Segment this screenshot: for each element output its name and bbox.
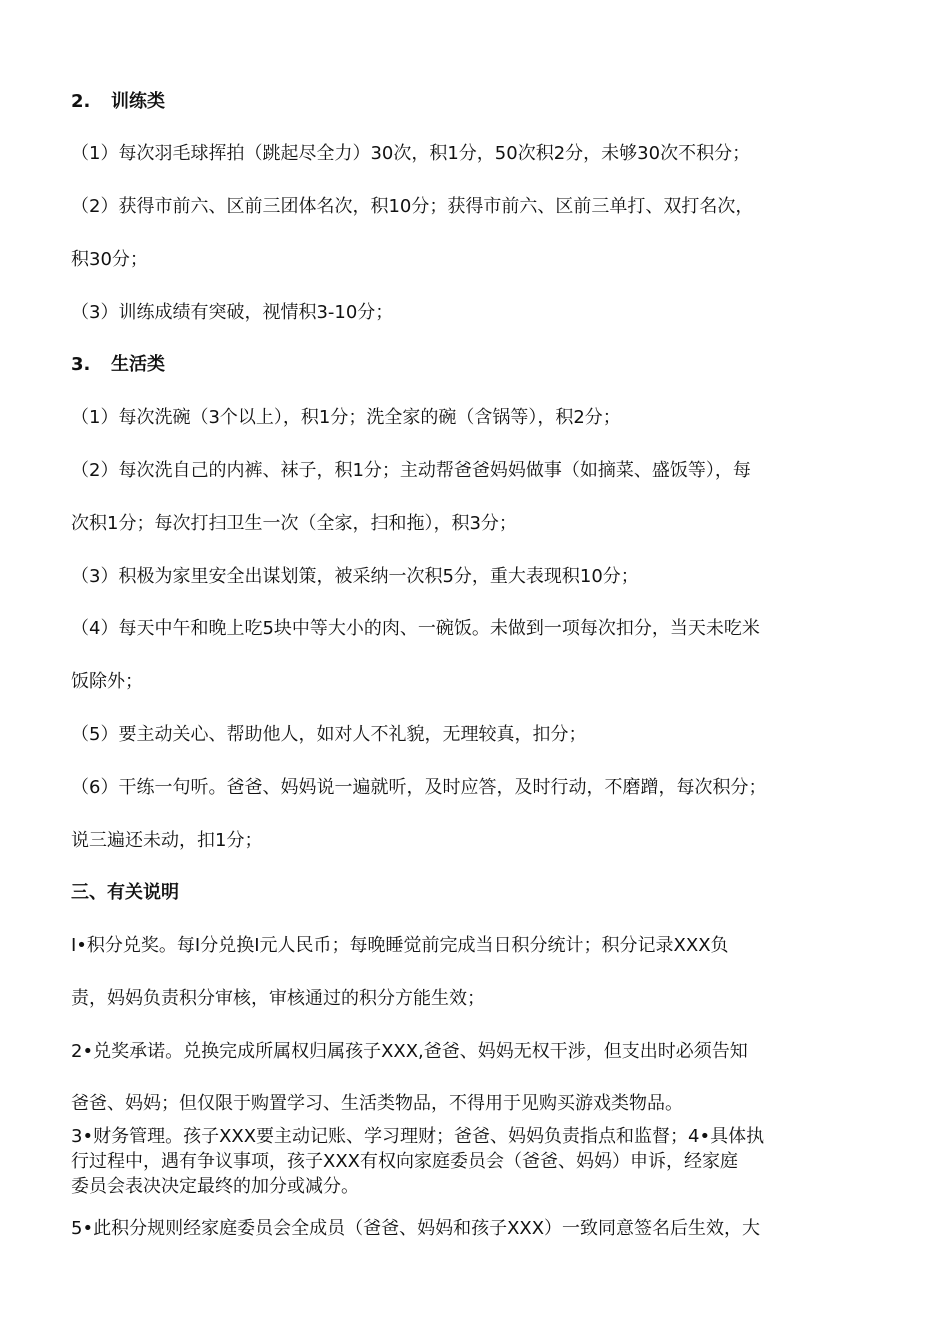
section-title: 三、有关说明 (71, 882, 179, 903)
paragraph-line: （1）每次洗碗（3个以上），积1分；洗全家的碗（含锅等），积2分； (71, 407, 621, 428)
paragraph-line: 饭除外； (71, 671, 143, 692)
section-heading-life (71, 354, 165, 376)
paragraph-line: 次积1分；每次打扫卫生一次（全家，扫和拖），积3分； (71, 513, 517, 534)
section-title: 训练类 (111, 91, 165, 112)
paragraph-line: （2）每次洗自己的内裤、袜子，积1分；主动帮爸爸妈妈做事（如摘菜、盛饭等），每 (71, 460, 751, 481)
paragraph-line: （3）训练成绩有突破，视情积3-10分； (71, 302, 394, 323)
paragraph-line: （2）获得市前六、区前三团体名次，积10分；获得市前六、区前三单打、双打名次， (71, 196, 754, 217)
paragraph-line: 5•此积分规则经家庭委员会全成员（爸爸、妈妈和孩子XXX）一致同意签名后生效，大 (71, 1218, 761, 1239)
paragraph-line: 责，妈妈负责积分审核，审核通过的积分方能生效； (71, 988, 485, 1009)
paragraph-line: 委员会表决决定最终的加分或减分。 (71, 1176, 359, 1197)
paragraph-line: 说三遍还未动，扣1分； (71, 830, 263, 851)
section-heading-notes (71, 882, 179, 904)
paragraph-line: （3）积极为家里安全出谋划策，被采纳一次积5分，重大表现积10分； (71, 566, 639, 587)
paragraph-line: （4）每天中午和晚上吃5块中等大小的肉、一碗饭。未做到一项每次扣分，当天未吃米 (71, 618, 760, 639)
paragraph-line: 爸爸、妈妈；但仅限于购置学习、生活类物品，不得用于见购买游戏类物品。 (71, 1093, 683, 1114)
section-heading-training (71, 91, 165, 113)
paragraph-line: （6）干练一句听。爸爸、妈妈说一遍就听，及时应答，及时行动，不磨蹭，每次积分； (71, 777, 767, 798)
paragraph-line: 3•财务管理。孩子XXX要主动记账、学习理财；爸爸、妈妈负责指点和监督；4•具体执 (71, 1126, 765, 1147)
paragraph-line: 行过程中，遇有争议事项，孩子XXX有权向家庭委员会（爸爸、妈妈）申诉，经家庭 (71, 1151, 738, 1172)
section-title: 生活类 (111, 354, 165, 375)
section-number: 2. (71, 91, 91, 112)
paragraph-line: 2•兑奖承诺。兑换完成所属权归属孩子XXX,爸爸、妈妈无权干涉，但支出时必须告知 (71, 1041, 748, 1062)
paragraph-line: （1）每次羽毛球挥拍（跳起尽全力）30次，积1分，50次积2分，未够30次不积分； (71, 143, 751, 164)
paragraph-line: （5）要主动关心、帮助他人，如对人不礼貌，无理较真，扣分； (71, 724, 587, 745)
section-number: 3. (71, 354, 91, 375)
paragraph-line: 积30分； (71, 249, 148, 270)
paragraph-line: I•积分兑奖。每I分兑换I元人民币；每晚睡觉前完成当日积分统计；积分记录XXX负 (71, 935, 729, 956)
